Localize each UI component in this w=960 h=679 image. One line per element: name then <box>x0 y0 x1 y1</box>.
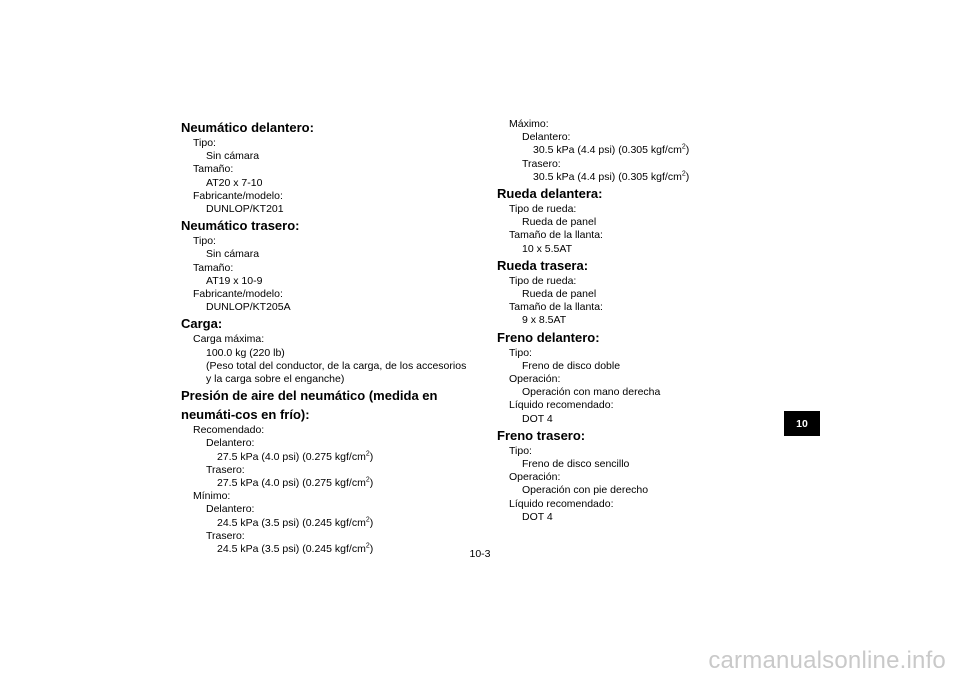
front-wheel-type-label: Tipo de rueda: <box>509 203 577 216</box>
front-tire-size-label: Tamaño: <box>193 163 234 176</box>
pressure-rec-rear-label: Trasero: <box>206 463 245 476</box>
front-wheel-type-value: Rueda de panel <box>522 216 597 229</box>
pressure-max-front-value: 30.5 kPa (4.4 psi) (0.305 kgf/$cm^2$) <box>533 143 690 157</box>
front-brake-operation-label: Operación: <box>509 373 561 386</box>
pressure-rec-front-value: 27.5 kPa (4.0 psi) (0.275 kgf/$cm^2$) <box>217 450 374 463</box>
rear-wheel-rim-label: Tamaño de la llanta: <box>509 301 603 314</box>
unit-exponent: 2 <box>365 450 370 458</box>
rear-tire-type-value: Sin cámara <box>206 248 260 261</box>
rear-brake-type-label: Tipo: <box>509 444 532 457</box>
front-tire-type-label: Tipo: <box>193 137 216 149</box>
pressure-min-front-label: Delantero: <box>206 503 255 516</box>
load-max-value: 100.0 kg (220 lb) <box>206 346 285 359</box>
rear-wheel-type-label: Tipo de rueda: <box>509 274 577 287</box>
front-tire-maker-label: Fabricante/modelo: <box>193 189 283 202</box>
rear-brake-operation-label: Operación: <box>509 471 561 484</box>
pressure-rec-front-label: Delantero: <box>206 437 255 450</box>
rear-wheel-type-value: Rueda de panel <box>522 288 597 301</box>
load-max-label: Carga máxima: <box>193 333 265 346</box>
left-column <box>181 118 471 556</box>
unit-exponent: 2 <box>365 516 370 524</box>
pressure-recommended-label: Recomendado: <box>193 424 265 437</box>
front-tire-heading: Neumático delantero: <box>181 120 314 135</box>
front-brake-fluid-label: Líquido recomendado: <box>509 399 614 412</box>
pressure-maximum-label: Máximo: <box>509 118 549 130</box>
front-wheel-rim-value: 10 x 5.5AT <box>522 242 572 255</box>
rear-tire-type-label: Tipo: <box>193 235 216 248</box>
chapter-tab: 10 <box>784 411 820 436</box>
watermark: carmanualsonline.info <box>708 647 946 674</box>
front-brake-heading: Freno delantero: <box>497 329 600 345</box>
rear-wheel-rim-value: 9 x 8.5AT <box>522 314 567 327</box>
front-tire-type-value: Sin cámara <box>206 150 260 163</box>
tire-pressure-heading: Presión de aire del neumático (medida en neumáti-cos en frío): <box>181 388 438 423</box>
rear-tire-size-value: AT19 x 10-9 <box>206 274 263 287</box>
pressure-min-rear-label: Trasero: <box>206 529 245 542</box>
load-heading: Carga: <box>181 316 223 332</box>
pressure-minimum-label: Mínimo: <box>193 490 231 503</box>
rear-brake-operation-value: Operación con pie derecho <box>522 484 649 497</box>
front-brake-fluid-value: DOT 4 <box>522 412 553 425</box>
rear-brake-type-value: Freno de disco sencillo <box>522 458 630 471</box>
rear-tire-size-label: Tamaño: <box>193 261 234 274</box>
rear-wheel-heading: Rueda trasera: <box>497 257 589 273</box>
front-tire-size-value: AT20 x 7-10 <box>206 176 263 189</box>
pressure-max-rear-value: 30.5 kPa (4.4 psi) (0.305 kgf/$cm^2$) <box>533 170 690 183</box>
front-tire-maker-value: DUNLOP/KT201 <box>206 203 284 216</box>
rear-brake-fluid-label: Líquido recomendado: <box>509 497 614 510</box>
front-brake-type-value: Freno de disco doble <box>522 359 621 372</box>
rear-tire-maker-value: DUNLOP/KT205A <box>206 301 291 314</box>
front-wheel-rim-label: Tamaño de la llanta: <box>509 229 603 242</box>
rear-brake-heading: Freno trasero: <box>497 427 586 443</box>
right-column <box>497 118 787 524</box>
front-brake-operation-value: Operación con mano derecha <box>522 386 661 399</box>
front-wheel-heading: Rueda delantera: <box>497 186 603 202</box>
pressure-min-front-value: 24.5 kPa (3.5 psi) (0.245 kgf/$cm^2$) <box>217 516 374 529</box>
rear-brake-fluid-value: DOT 4 <box>522 510 553 523</box>
page-number: 10-3 <box>469 548 491 560</box>
unit-exponent: 2 <box>365 542 370 550</box>
rear-tire-maker-label: Fabricante/modelo: <box>193 288 283 301</box>
pressure-max-front-label: Delantero: <box>522 131 571 144</box>
load-note: (Peso total del conductor, de la carga, de los accesorios y la carga sobre el enganche) <box>206 359 467 386</box>
pressure-max-rear-label: Trasero: <box>522 157 561 170</box>
rear-tire-heading: Neumático trasero: <box>181 218 300 234</box>
pressure-min-rear-value: 24.5 kPa (3.5 psi) (0.245 kgf/$cm^2$) <box>217 542 374 556</box>
unit-exponent: 2 <box>681 170 686 178</box>
unit-exponent: 2 <box>365 476 370 484</box>
unit-exponent: 2 <box>681 143 686 151</box>
front-brake-type-label: Tipo: <box>509 346 532 359</box>
pressure-rec-rear-value: 27.5 kPa (4.0 psi) (0.275 kgf/$cm^2$) <box>217 476 374 490</box>
